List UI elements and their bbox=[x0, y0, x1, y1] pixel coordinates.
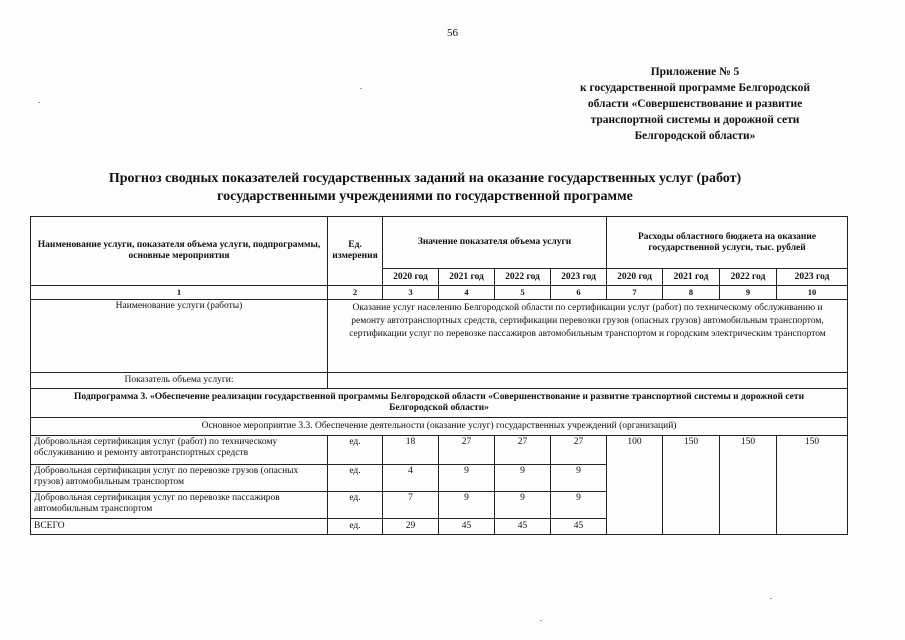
page-number: 56 bbox=[447, 27, 458, 39]
annex-line: к государственной программе Белгородской bbox=[580, 82, 810, 94]
annex-line: Приложение № 5 bbox=[650, 66, 740, 78]
row-value-2020: 4 bbox=[383, 465, 439, 492]
total-value-2023: 45 bbox=[551, 519, 607, 535]
row-value-2022: 27 bbox=[495, 436, 551, 465]
row-name: Добровольная сертификация услуг (работ) по техническому обслуживанию и ремонту автотранспортных средств bbox=[31, 436, 328, 465]
expense-2022: 150 bbox=[720, 436, 777, 535]
expense-2023: 150 bbox=[777, 436, 848, 535]
header-value-year: 2022 год bbox=[495, 269, 551, 286]
main-activity-title: Основное мероприятие 3.3. Обеспечение деятельности (оказание услуг) государственных учреждений (организаций) bbox=[31, 418, 848, 436]
header-unit-column: Ед. измерения bbox=[328, 217, 383, 286]
header-value-year: 2023 год bbox=[551, 269, 607, 286]
total-row-name: ВСЕГО bbox=[31, 519, 328, 535]
header-expense-year: 2023 год bbox=[777, 269, 848, 286]
column-number: 5 bbox=[495, 286, 551, 300]
total-value-2022: 45 bbox=[495, 519, 551, 535]
scan-speck bbox=[360, 88, 362, 89]
row-value-2021: 27 bbox=[439, 436, 495, 465]
row-value-2023: 9 bbox=[551, 492, 607, 519]
document-title-line: Прогноз сводных показателей государственных заданий на оказание государственных услуг (работ) bbox=[108, 171, 742, 186]
row-value-2020: 18 bbox=[383, 436, 439, 465]
row-value-2021: 9 bbox=[439, 492, 495, 519]
annex-header bbox=[555, 64, 835, 144]
document-title bbox=[40, 170, 810, 206]
total-value-2021: 45 bbox=[439, 519, 495, 535]
service-label: Наименование услуги (работы) bbox=[31, 300, 328, 373]
header-expense-year: 2022 год bbox=[720, 269, 777, 286]
column-number: 9 bbox=[720, 286, 777, 300]
row-unit: ед. bbox=[328, 492, 383, 519]
row-unit: ед. bbox=[328, 465, 383, 492]
expense-2020: 100 bbox=[607, 436, 663, 535]
header-value-year: 2020 год bbox=[383, 269, 439, 286]
header-name-column: Наименование услуги, показателя объема услуги, подпрограммы, основные мероприятия bbox=[31, 217, 328, 286]
document-title-line: государственными учреждениями по государственной программе bbox=[217, 189, 633, 204]
annex-line: Белгородской области» bbox=[634, 130, 756, 142]
row-value-2020: 7 bbox=[383, 492, 439, 519]
row-value-2022: 9 bbox=[495, 465, 551, 492]
column-number: 1 bbox=[31, 286, 328, 300]
header-expense-year: 2021 год bbox=[663, 269, 720, 286]
expense-2021: 150 bbox=[663, 436, 720, 535]
total-value-2020: 29 bbox=[383, 519, 439, 535]
row-name: Добровольная сертификация услуг по перевозке грузов (опасных грузов) автомобильным транспортом bbox=[31, 465, 328, 492]
header-value-group: Значение показателя объема услуги bbox=[383, 217, 607, 269]
row-unit: ед. bbox=[328, 436, 383, 465]
subprogram-title: Подпрограмма 3. «Обеспечение реализации государственной программы Белгородской области «Совершенствование и развитие транспортной системы и дорожной сети Белгородской области» bbox=[31, 389, 848, 418]
scan-speck bbox=[540, 620, 542, 621]
header-expense-year: 2020 год bbox=[607, 269, 663, 286]
column-number: 8 bbox=[663, 286, 720, 300]
row-value-2023: 9 bbox=[551, 465, 607, 492]
row-value-2021: 9 bbox=[439, 465, 495, 492]
scan-speck bbox=[770, 598, 772, 599]
header-expense-group: Расходы областного бюджета на оказание государственной услуги, тыс. рублей bbox=[607, 217, 848, 269]
indicators-table bbox=[30, 216, 848, 535]
column-number: 10 bbox=[777, 286, 848, 300]
column-number: 6 bbox=[551, 286, 607, 300]
column-number: 4 bbox=[439, 286, 495, 300]
row-value-2022: 9 bbox=[495, 492, 551, 519]
annex-line: области «Совершенствование и развитие bbox=[587, 98, 803, 110]
indicator-label: Показатель объема услуги: bbox=[31, 373, 328, 389]
total-row-unit: ед. bbox=[328, 519, 383, 535]
service-description: Оказание услуг населению Белгородской области по сертификации услуг (работ) по техническому обслуживанию и ремонту автотранспортных средств, сертификации перевозки грузов (опасных грузов) автомобильным транспортом, сертификации услуг по перевозке пассажиров автомобильным транспортом и городским электрическим транспортом bbox=[328, 300, 848, 373]
indicator-empty-cell bbox=[328, 373, 848, 389]
column-number: 2 bbox=[328, 286, 383, 300]
annex-line: транспортной системы и дорожной сети bbox=[590, 114, 800, 126]
row-value-2023: 27 bbox=[551, 436, 607, 465]
column-number: 3 bbox=[383, 286, 439, 300]
scan-speck bbox=[38, 102, 40, 103]
column-number: 7 bbox=[607, 286, 663, 300]
row-name: Добровольная сертификация услуг по перевозке пассажиров автомобильным транспортом bbox=[31, 492, 328, 519]
header-value-year: 2021 год bbox=[439, 269, 495, 286]
